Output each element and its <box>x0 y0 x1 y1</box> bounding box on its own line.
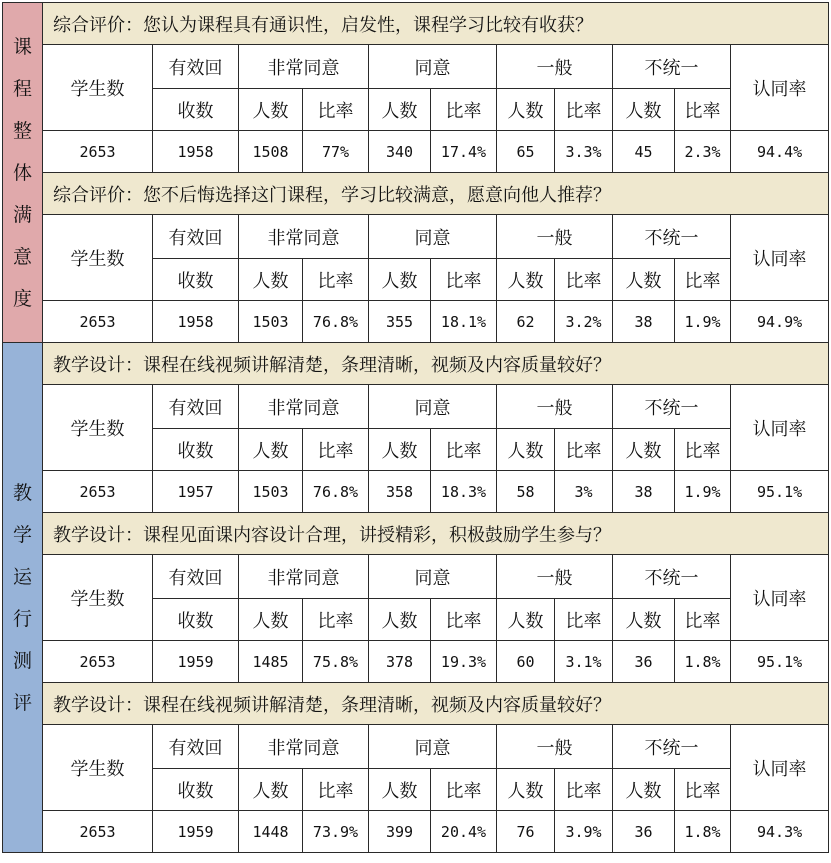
header-rate: 比率 <box>555 89 613 131</box>
header-students: 学生数 <box>43 385 153 471</box>
header-row-1 <box>3 385 829 429</box>
category-char: 评 <box>12 691 32 714</box>
header-disagree: 不统一 <box>613 215 731 259</box>
header-rate: 比率 <box>555 429 613 471</box>
data-cell: 340 <box>369 131 431 173</box>
survey-table-body <box>3 3 829 853</box>
data-cell: 19.3% <box>431 641 497 683</box>
header-count: 人数 <box>239 599 303 641</box>
question-row <box>3 173 829 215</box>
data-cell: 58 <box>497 471 555 513</box>
header-students: 学生数 <box>43 45 153 131</box>
header-count: 人数 <box>239 259 303 301</box>
header-rate: 比率 <box>303 259 369 301</box>
question-row <box>3 343 829 385</box>
data-cell: 2.3% <box>675 131 731 173</box>
header-students: 学生数 <box>43 555 153 641</box>
data-cell: 358 <box>369 471 431 513</box>
header-valid-top: 有效回 <box>153 215 239 259</box>
category-char: 意 <box>12 245 32 268</box>
data-cell: 17.4% <box>431 131 497 173</box>
data-cell: 76 <box>497 811 555 853</box>
data-cell: 378 <box>369 641 431 683</box>
data-row <box>3 131 829 173</box>
header-count: 人数 <box>613 259 675 301</box>
header-count: 人数 <box>369 89 431 131</box>
data-cell: 60 <box>497 641 555 683</box>
data-cell: 3.2% <box>555 301 613 343</box>
header-rate: 比率 <box>431 599 497 641</box>
header-count: 人数 <box>369 259 431 301</box>
data-cell: 3.9% <box>555 811 613 853</box>
data-cell: 1.8% <box>675 641 731 683</box>
header-valid-bottom: 收数 <box>153 89 239 131</box>
survey-table <box>2 2 829 853</box>
data-cell: 2653 <box>43 471 153 513</box>
question-text: 教学设计：课程在线视频讲解清楚，条理清晰，视频及内容质量较好？ <box>43 683 829 725</box>
header-rate: 比率 <box>555 769 613 811</box>
question-row <box>3 3 829 45</box>
data-cell: 2653 <box>43 131 153 173</box>
header-valid-top: 有效回 <box>153 555 239 599</box>
question-row <box>3 513 829 555</box>
category-char: 度 <box>12 287 32 310</box>
data-cell: 94.9% <box>731 301 829 343</box>
category-char: 学 <box>12 523 32 546</box>
header-rate: 比率 <box>303 89 369 131</box>
header-disagree: 不统一 <box>613 45 731 89</box>
header-approval: 认同率 <box>731 45 829 131</box>
data-cell: 2653 <box>43 811 153 853</box>
category-char: 运 <box>12 565 32 588</box>
category-char: 程 <box>12 77 32 100</box>
data-cell: 1959 <box>153 641 239 683</box>
header-count: 人数 <box>497 599 555 641</box>
data-cell: 1958 <box>153 131 239 173</box>
header-rate: 比率 <box>555 599 613 641</box>
data-cell: 1485 <box>239 641 303 683</box>
category-char: 整 <box>12 119 32 142</box>
header-valid-top: 有效回 <box>153 45 239 89</box>
data-cell: 18.3% <box>431 471 497 513</box>
data-row <box>3 301 829 343</box>
data-cell: 1958 <box>153 301 239 343</box>
data-cell: 65 <box>497 131 555 173</box>
category-char: 测 <box>12 649 32 672</box>
header-students: 学生数 <box>43 725 153 811</box>
data-cell: 76.8% <box>303 471 369 513</box>
header-row-1 <box>3 215 829 259</box>
header-rate: 比率 <box>303 769 369 811</box>
header-count: 人数 <box>613 429 675 471</box>
header-agree: 同意 <box>369 385 497 429</box>
data-cell: 1503 <box>239 471 303 513</box>
header-strongly-agree: 非常同意 <box>239 725 369 769</box>
category-char: 教 <box>12 481 32 504</box>
data-cell: 3.1% <box>555 641 613 683</box>
question-row <box>3 683 829 725</box>
data-cell: 95.1% <box>731 471 829 513</box>
header-count: 人数 <box>369 769 431 811</box>
category-char: 体 <box>12 161 32 184</box>
header-valid-bottom: 收数 <box>153 599 239 641</box>
header-count: 人数 <box>497 259 555 301</box>
data-row <box>3 641 829 683</box>
header-approval: 认同率 <box>731 215 829 301</box>
header-count: 人数 <box>369 429 431 471</box>
header-row-1 <box>3 725 829 769</box>
data-cell: 75.8% <box>303 641 369 683</box>
data-cell: 1508 <box>239 131 303 173</box>
header-count: 人数 <box>239 769 303 811</box>
header-strongly-agree: 非常同意 <box>239 385 369 429</box>
header-rate: 比率 <box>431 429 497 471</box>
header-count: 人数 <box>239 89 303 131</box>
category-label-2 <box>3 343 43 853</box>
data-cell: 1959 <box>153 811 239 853</box>
header-row-1 <box>3 555 829 599</box>
header-agree: 同意 <box>369 215 497 259</box>
header-neutral: 一般 <box>497 215 613 259</box>
data-cell: 2653 <box>43 641 153 683</box>
header-rate: 比率 <box>555 259 613 301</box>
data-cell: 62 <box>497 301 555 343</box>
header-disagree: 不统一 <box>613 385 731 429</box>
header-valid-bottom: 收数 <box>153 259 239 301</box>
data-cell: 77% <box>303 131 369 173</box>
data-cell: 36 <box>613 641 675 683</box>
question-text: 教学设计：课程见面课内容设计合理，讲授精彩，积极鼓励学生参与？ <box>43 513 829 555</box>
data-cell: 1.8% <box>675 811 731 853</box>
question-text: 综合评价：您不后悔选择这门课程，学习比较满意，愿意向他人推荐？ <box>43 173 829 215</box>
header-strongly-agree: 非常同意 <box>239 45 369 89</box>
header-approval: 认同率 <box>731 725 829 811</box>
data-cell: 18.1% <box>431 301 497 343</box>
data-cell: 76.8% <box>303 301 369 343</box>
data-cell: 36 <box>613 811 675 853</box>
header-valid-bottom: 收数 <box>153 769 239 811</box>
header-rate: 比率 <box>675 89 731 131</box>
header-students: 学生数 <box>43 215 153 301</box>
data-cell: 3.3% <box>555 131 613 173</box>
header-row-1 <box>3 45 829 89</box>
category-char: 行 <box>12 607 32 630</box>
category-label-1 <box>3 3 43 343</box>
header-rate: 比率 <box>303 429 369 471</box>
data-cell: 355 <box>369 301 431 343</box>
survey-table-container <box>2 2 828 859</box>
header-neutral: 一般 <box>497 725 613 769</box>
question-text: 综合评价：您认为课程具有通识性，启发性，课程学习比较有收获？ <box>43 3 829 45</box>
header-agree: 同意 <box>369 725 497 769</box>
header-count: 人数 <box>497 89 555 131</box>
question-text: 教学设计：课程在线视频讲解清楚，条理清晰，视频及内容质量较好？ <box>43 343 829 385</box>
header-valid-top: 有效回 <box>153 385 239 429</box>
data-cell: 1957 <box>153 471 239 513</box>
header-strongly-agree: 非常同意 <box>239 555 369 599</box>
header-valid-top: 有效回 <box>153 725 239 769</box>
header-rate: 比率 <box>675 599 731 641</box>
header-rate: 比率 <box>675 769 731 811</box>
header-neutral: 一般 <box>497 385 613 429</box>
data-cell: 94.4% <box>731 131 829 173</box>
data-cell: 94.3% <box>731 811 829 853</box>
data-cell: 95.1% <box>731 641 829 683</box>
header-count: 人数 <box>369 599 431 641</box>
header-count: 人数 <box>613 769 675 811</box>
data-cell: 38 <box>613 301 675 343</box>
category-char: 课 <box>12 35 32 58</box>
data-cell: 73.9% <box>303 811 369 853</box>
header-disagree: 不统一 <box>613 725 731 769</box>
data-cell: 20.4% <box>431 811 497 853</box>
header-agree: 同意 <box>369 555 497 599</box>
header-rate: 比率 <box>675 429 731 471</box>
data-row <box>3 471 829 513</box>
data-cell: 1.9% <box>675 301 731 343</box>
header-rate: 比率 <box>431 259 497 301</box>
header-count: 人数 <box>497 429 555 471</box>
data-cell: 1448 <box>239 811 303 853</box>
header-rate: 比率 <box>431 89 497 131</box>
header-rate: 比率 <box>303 599 369 641</box>
header-approval: 认同率 <box>731 555 829 641</box>
category-char: 满 <box>12 203 32 226</box>
header-neutral: 一般 <box>497 45 613 89</box>
header-rate: 比率 <box>675 259 731 301</box>
data-cell: 1503 <box>239 301 303 343</box>
data-cell: 38 <box>613 471 675 513</box>
header-count: 人数 <box>497 769 555 811</box>
header-valid-bottom: 收数 <box>153 429 239 471</box>
header-agree: 同意 <box>369 45 497 89</box>
data-cell: 1.9% <box>675 471 731 513</box>
data-cell: 45 <box>613 131 675 173</box>
header-neutral: 一般 <box>497 555 613 599</box>
header-rate: 比率 <box>431 769 497 811</box>
data-cell: 3% <box>555 471 613 513</box>
header-count: 人数 <box>239 429 303 471</box>
header-disagree: 不统一 <box>613 555 731 599</box>
header-count: 人数 <box>613 89 675 131</box>
data-cell: 2653 <box>43 301 153 343</box>
header-strongly-agree: 非常同意 <box>239 215 369 259</box>
header-count: 人数 <box>613 599 675 641</box>
data-row <box>3 811 829 853</box>
data-cell: 399 <box>369 811 431 853</box>
header-approval: 认同率 <box>731 385 829 471</box>
